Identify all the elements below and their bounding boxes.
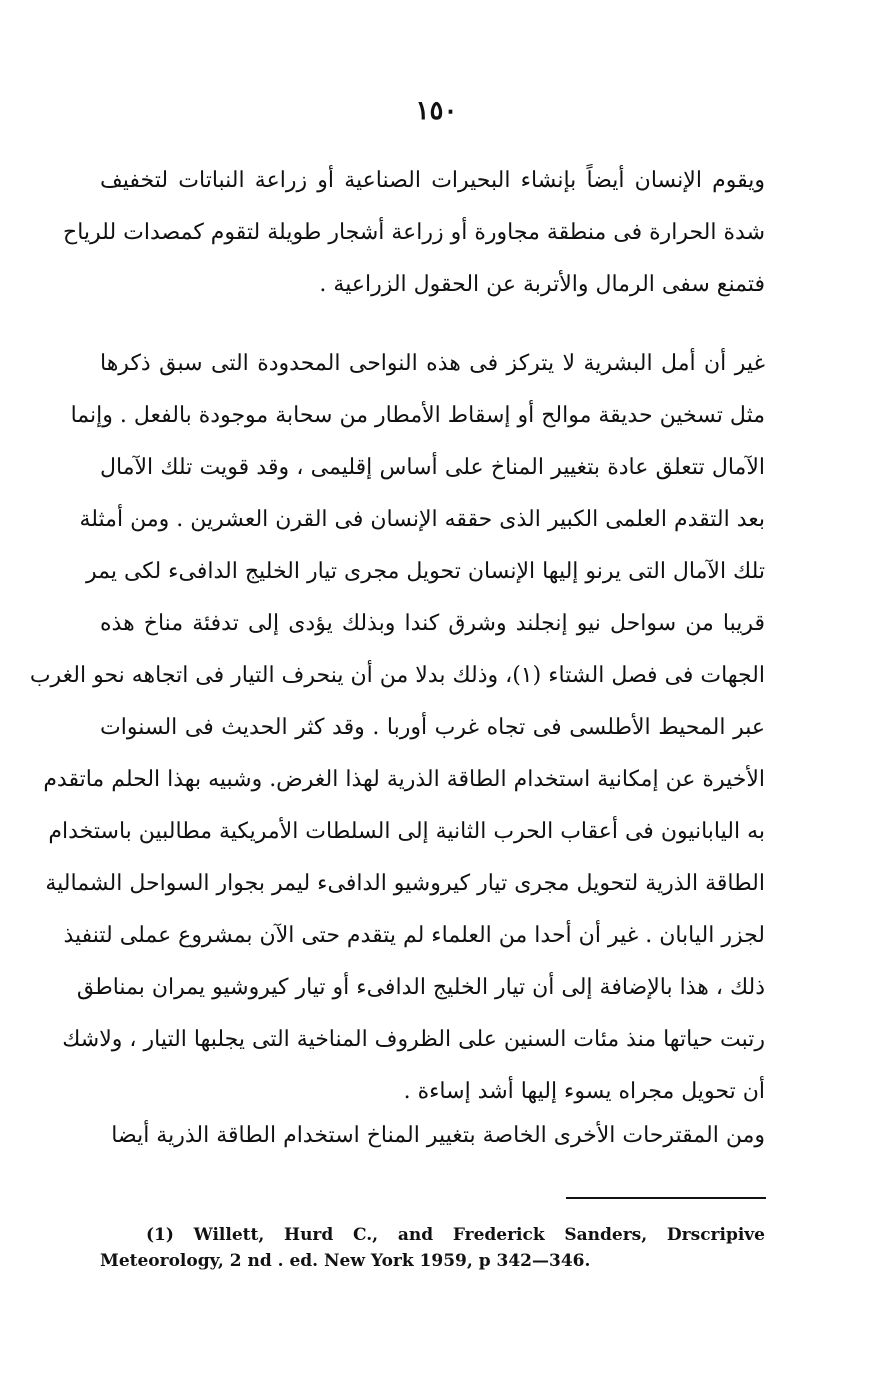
text-line: ومن المقترحات الأخرى الخاصة بتغيير المناخ استخدام الطاقة الذرية أيضا [111, 1123, 765, 1148]
paragraph-2 [29, 338, 765, 1118]
text-line: بعد التقدم العلمى الكبير الذى حققه الإنسان فى القرن العشرين . ومن أمثلة [79, 507, 765, 532]
text-line: غير أن أمل البشرية لا يتركز فى هذه النواحى المحدودة التى سبق ذكرها [100, 351, 765, 376]
text-line: فتمنع سفى الرمال والأتربة عن الحقول الزراعية . [319, 272, 765, 297]
text-line: تلك الآمال التى يرنو إليها الإنسان تحويل مجرى تيار الخليج الدافىء لكى يمر [86, 559, 765, 584]
text-line-with-footnote-ref: الجهات فى فصل الشتاء (١)، وذلك بدلا من أن ينحرف التيار فى اتجاهه نحو الغرب [29, 663, 765, 688]
text-line: ذلك ، هذا بالإضافة إلى أن تيار الخليج الدافىء أو تيار كيروشيو يمران بمناطق [76, 975, 765, 1000]
paragraph-1 [63, 155, 765, 311]
footnote [100, 1222, 765, 1274]
footnote-separator [566, 1197, 766, 1199]
text-line: مثل تسخين حديقة موالح أو إسقاط الأمطار من سحابة موجودة بالفعل . وإنما [70, 403, 765, 428]
text-line: قريبا من سواحل نيو إنجلند وشرق كندا وبذلك يؤدى إلى تدفئة مناخ هذه [100, 611, 765, 636]
text-line: به اليابانيون فى أعقاب الحرب الثانية إلى السلطات الأمريكية مطالبين باستخدام [48, 819, 765, 844]
text-line: عبر المحيط الأطلسى فى تجاه غرب أوربا . وقد كثر الحديث فى السنوات [100, 715, 765, 740]
footnote-line: Meteorology, 2 nd . ed. New York 1959, p 342—346. [100, 1251, 591, 1271]
page-number: ١٥٠ [415, 96, 458, 126]
text-line: الطاقة الذرية لتحويل مجرى تيار كيروشيو الدافىء ليمر بجوار السواحل الشمالية [45, 871, 765, 896]
text-line: رتبت حياتها منذ مئات السنين على الظروف المناخية التى يجلبها التيار ، ولاشك [62, 1027, 765, 1052]
text-line: لجزر اليابان . غير أن أحدا من العلماء لم يتقدم حتى الآن بمشروع عملى لتنفيذ [63, 923, 765, 948]
paragraph-3 [100, 1110, 765, 1162]
text-line: الأخيرة عن إمكانية استخدام الطاقة الذرية لهذا الغرض. وشبيه بهذا الحلم ماتقدم [43, 767, 765, 792]
text-line: أن تحويل مجراه يسوء إليها أشد إساءة . [403, 1079, 765, 1104]
footnote-line: (1) Willett, Hurd C., and Frederick Sanders, Drscripive [146, 1225, 765, 1245]
text-line: ويقوم الإنسان أيضاً بإنشاء البحيرات الصناعية أو زراعة النباتات لتخفيف [100, 168, 765, 193]
text-line: الآمال تتعلق عادة بتغيير المناخ على أساس إقليمى ، وقد قويت تلك الآمال [100, 455, 765, 480]
text-line: شدة الحرارة فى منطقة مجاورة أو زراعة أشجار طويلة لتقوم كمصدات للرياح [63, 220, 765, 245]
